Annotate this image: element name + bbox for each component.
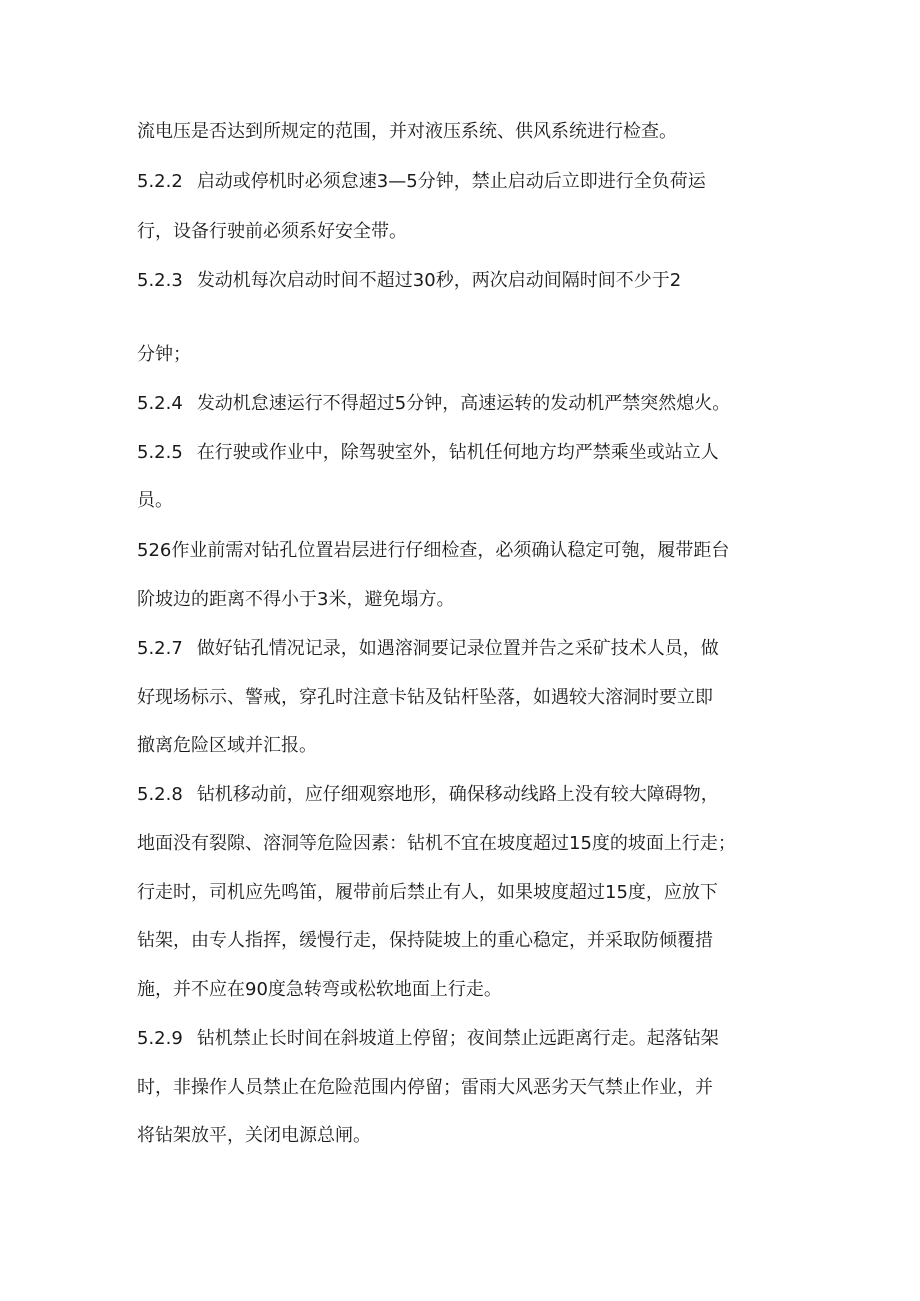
- section-5-2-2-line: 5.2.2 启动或停机时必须怠速3—5分钟，禁止启动后立即进行全负荷运: [137, 167, 706, 197]
- section-5-2-7-line: 5.2.7 做好钻孔情况记录，如遇溶洞要记录位置并告之采矿技术人员，做: [137, 634, 719, 664]
- text-line: 撤离危险区域并汇报。: [137, 735, 317, 756]
- text-line: 将钻架放平，关闭电源总闸。: [137, 1125, 371, 1146]
- text-line: 行走时，司机应先鸣笛，履带前后禁止有人，如果坡度超过15度，应放下: [137, 882, 718, 903]
- section-number: 5.2.5: [137, 442, 183, 463]
- section-5-2-8-line: 5.2.8 钻机移动前，应仔细观察地形，确保移动线路上没有较大障碍物，: [137, 780, 719, 810]
- section-number: 5.2.8: [137, 784, 183, 805]
- text-line: 好现场标示、警戒，穿孔时注意卡钻及钻杆坠落，如遇较大溶洞时要立即: [137, 687, 713, 708]
- section-number: 5.2.4: [137, 393, 183, 414]
- text-line: 分钟；: [137, 344, 191, 365]
- text-line: 钻架，由专人指挥，缓慢行走，保持陡坡上的重心稳定，并采取防倾覆措: [137, 930, 713, 951]
- section-5-2-9-line: 5.2.9 钻机禁止长时间在斜坡道上停留；夜间禁止远距离行走。起落钻架: [137, 1024, 719, 1054]
- section-number: 5.2.2: [137, 171, 183, 192]
- section-5-2-6-line: 526作业前需对钻孔位置岩层进行仔细检查，必须确认稳定可匏，履带距台: [137, 540, 730, 561]
- text-line: 时，非操作人员禁止在危险范围内停留；雷雨大风恶劣天气禁止作业，并: [137, 1077, 713, 1098]
- section-number: 5.2.3: [137, 270, 183, 291]
- section-5-2-4-line: 5.2.4 发动机怠速运行不得超过5分钟，高速运转的发动机严禁突然熄火。: [137, 389, 730, 419]
- text-line: 施，并不应在90度急转弯或松软地面上行走。: [137, 979, 502, 1000]
- text-line: 流电压是否达到所规定的范围，并对液压系统、供风系统进行检查。: [137, 121, 677, 142]
- text-line: 阶坡边的距离不得小于3米，避免塌方。: [137, 589, 455, 610]
- text-line: 员。: [137, 490, 173, 511]
- section-number: 5.2.7: [137, 638, 183, 659]
- section-5-2-5-line: 5.2.5 在行驶或作业中，除驾驶室外，钻机任何地方均严禁乘坐或站立人: [137, 438, 719, 468]
- text-line: 行，设备行驶前必须系好安全带。: [137, 221, 407, 242]
- section-5-2-3-line: 5.2.3 发动机每次启动时间不超过30秒，两次启动间隔时间不少于2: [137, 266, 681, 296]
- text-line: 地面没有裂隙、溶洞等危险因素：钻机不宜在坡度超过15度的坡面上行走；: [137, 833, 736, 854]
- section-number: 5.2.9: [137, 1028, 183, 1049]
